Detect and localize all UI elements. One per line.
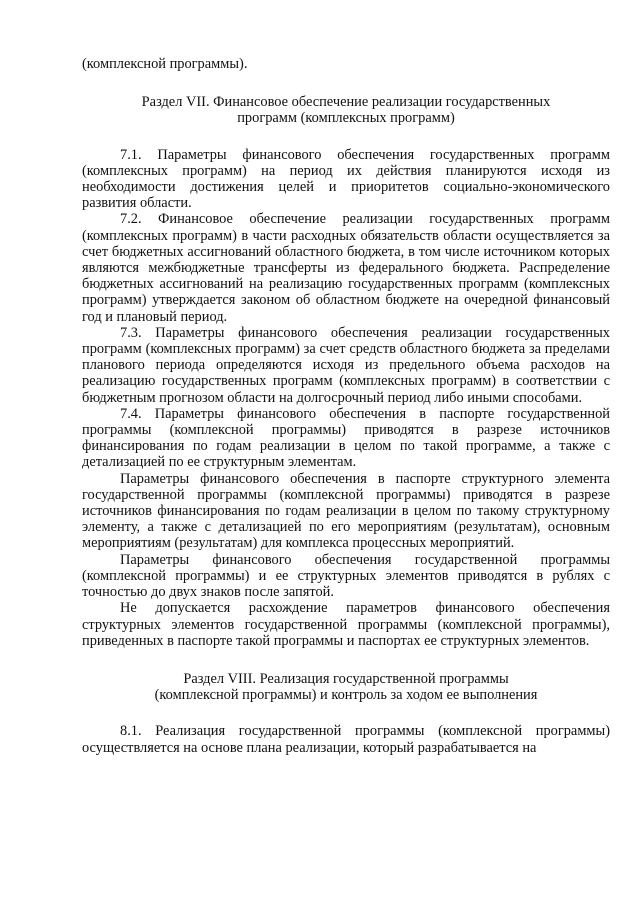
document-page [82,56,610,756]
paragraph-8-1: 8.1. Реализация государственной программы (комплексной программы) осуществляется на основе плана реализации, который разрабатывается на [82,723,610,756]
section7-title-line2: программ (комплексных программ) [237,110,455,127]
section8-title-line1: Раздел VIII. Реализация государственной программы [183,670,509,687]
lead-fragment: (комплексной программы). [82,56,248,72]
paragraph-7-1: 7.1. Параметры финансового обеспечения государственных программ (комплексных программ) на период их действия планируются исходя из необходимости достижения целей и приоритетов социально-экономического развития области. [82,146,610,212]
paragraph-7-3: 7.3. Параметры финансового обеспечения реализации государственных программ (комплексных программ) за счет средств областного бюджета за пределами планового периода определяются исходя из предельного объема расходов на реализацию государственных программ (комплексных программ) в соответствии с бюджетным прогнозом области на долгосрочный период либо иными способами. [82,324,610,406]
paragraph-7-2: 7.2. Финансовое обеспечение реализации государственных программ (комплексных программ) в части расходных обязательств области осуществляется за счет бюджетных ассигнований областного бюджета, в том числе источником которых являются межбюджетные трансферты из федерального бюджета. Распределение бюджетных ассигнований на реализацию государственных программ (комплексных программ) утверждается законом об областном бюджете на очередной финансовый год и плановый период. [82,211,610,325]
section7-title-line1: Раздел VII. Финансовое обеспечение реализации государственных [141,94,551,111]
paragraph-rubles-precision: Параметры финансового обеспечения государственной программы (комплексной программы) и ее структурных элементов приводятся в рублях с точностью до двух знаков после запятой. [82,551,610,601]
paragraph-no-discrepancy: Не допускается расхождение параметров финансового обеспечения структурных элементов государственной программы (комплексной программы), приведенных в паспорте такой программы и паспортах ее структурных элементов. [82,600,610,649]
paragraph-structural-element: Параметры финансового обеспечения в паспорте структурного элемента государственной программы (комплексной программы) приводятся в разрезе источников финансирования по годам реализации в целом по такому структурному элементу, а также с детализацией по его мероприятиям (результатам), основным мероприятиям (результатам) для комплекса процессных мероприятий. [82,470,610,552]
paragraph-7-4: 7.4. Параметры финансового обеспечения в паспорте государственной программы (комплексной программы) приводятся в разрезе источников финансирования по годам реализации в целом по такой программе, а также с детализацией по ее структурным элементам. [82,405,610,471]
section8-title-line2: (комплексной программы) и контроль за ходом ее выполнения [154,687,538,704]
